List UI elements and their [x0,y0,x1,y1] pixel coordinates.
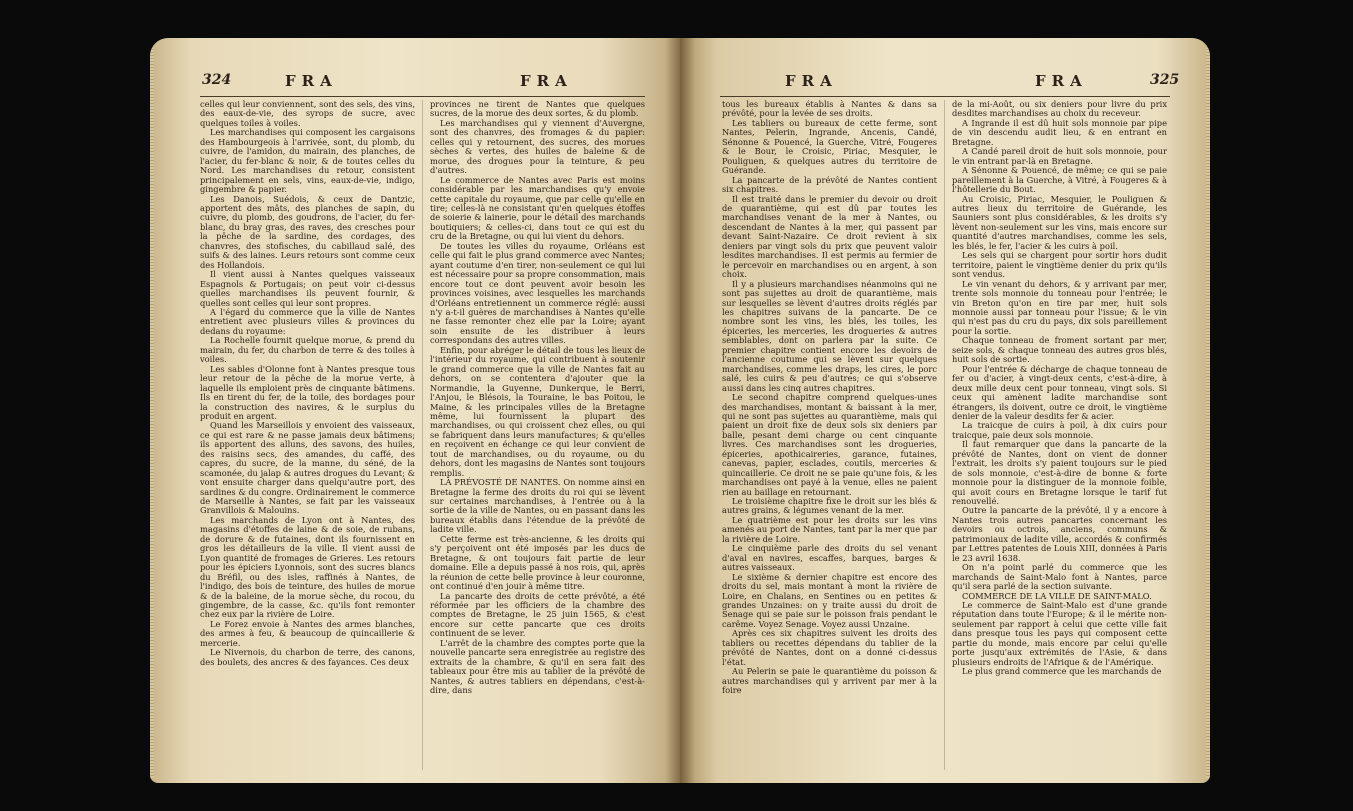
paragraph: Au Pelerin se paie le quarantième du poisson & autres marchandises qui y arrivent par mer à la foire [722,666,937,696]
left-page [150,38,680,783]
left-header-right: FRA [520,72,573,90]
left-header-rule [200,96,645,97]
right-column-2 [952,100,1167,677]
paragraph: Le Forez envoie à Nantes des armes blanches, des armes à feu, & beaucoup de quincaillerie & mercerie. [200,618,415,648]
paragraph: Le commerce de Nantes avec Paris est moins considérable par les marchandises qu'y envoie cette capitale du royaume, que par celle qu'elle en tire; celles-là ne consistant qu'en quelques étoffes de soierie & lainerie, pour le détail des marchands boutiquiers; & celles-ci, dans tout ce qui est du cru de la Bretagne, ou qui lui vient du dehors. [430,174,645,242]
paragraph: Cette ferme est très-ancienne, & les droits qui s'y perçoivent ont été imposés par les ducs de Bretagne, & ont toujours fait partie de leur domaine. Elle a depuis passé à nos rois, qui, après la réunion de cette belle province à leur couronne, ont continué d'en jouir à même titre. [430,533,645,592]
paragraph: Le troisième chapitre fixe le droit sur les blés & autres grains, & légumes venant de la mer. [722,496,937,516]
paragraph: Le sixième & dernier chapitre est encore des droits du sel, mais montant à mont la rivière de Loire, en Chalans, en Sentines ou en petites & grandes Unzaines: on y traite aussi du droit de Senage qui se paie sur le poisson frais pendant le carême. Voyez Senage. Voyez aussi Unzaine. [722,571,937,629]
paragraph: provinces ne tirent de Nantes que quelques sucres, de la morue des deux sortes, & du plomb. [430,99,645,119]
right-header-left: FRA [785,72,838,90]
paragraph: Pour l'entrée & décharge de chaque tonneau de fer ou d'acier, à vingt-deux cents, c'est-à-dire, à deux mille deux cent pour tonneau, vingt sols. Si ceux qui amènent ladite marchandise sont étrangers, ils doivent, outre ce droit, le vingtième denier de la valeur desdits fer & acier. [952,363,1167,421]
paragraph: tous les bureaux établis à Nantes & dans sa prévôté, pour la levée de ses droits. [722,99,937,119]
book-gutter [665,38,695,783]
paragraph: Au Croisic, Piriac, Mesquier, le Pouliguen & autres lieux du territoire de Guérande, les Sauniers sont plus considérables, & les droits s'y lèvent non-seulement sur les vins, mais encore sur quantité d'autres marchandises, comme les sels, les blés, le fer, l'acier & les cuirs à poil. [952,193,1167,251]
paragraph: Outre la pancarte de la prévôté, il y a encore à Nantes trois autres pancartes concernant les devoirs ou octrois, anciens, communs & patrimoniaux de ladite ville, accordés & confirmés par Lettres patentes de Louis XIII, données à Paris le 23 avril 1638. [952,505,1167,563]
paragraph: Le second chapitre comprend quelques-unes des marchandises, montant & baissant à la mer, qui ne sont pas sujettes au quarantième, mais qui paient un droit fixe de deux sols six deniers par balle, pesant demi charge ou cent cinquante livres. Ces marchandises sont les drogueries, épiceries, apothicaireries, garance, futaines, canevas, papier, esclades, coutils, merceries & quincaillerie. Ce droit ne se paie qu'une fois, & les marchandises ont payé à la venue, elles ne paient rien au baillage en retournant. [722,392,937,497]
paragraph: Les sables d'Olonne font à Nantes presque tous leur retour de la pêche de la morue verte, à laquelle ils emploient près de cinquante bâtimens. Ils en tirent du fer, de la toile, des bordages pour la construction des navires, & le surplus du produit en argent. [200,363,415,421]
paragraph: Les Danois, Suédois, & ceux de Dantzic, apportent des mâts, des planches de sapin, du cuivre, du plomb, des goudrons, de l'acier, du fer-blanc, du bray gras, des raves, des cresches pour la pêche de la sardine, des cordages, des chanvres, des stofisches, du cabillaud salé, des suifs & des laines. Leurs retours sont comme ceux des Hollandois. [200,193,415,270]
left-column-1 [200,100,415,667]
paragraph: Le Nivernois, du charbon de terre, des canons, des boulets, des ancres & des fayances. Ces deux [200,647,415,667]
right-header-right: FRA [1035,72,1088,90]
right-column-divider [944,100,945,770]
right-page [680,38,1210,783]
paragraph: COMMERCE DE LA VILLE DE SAINT-MALO. [962,590,1152,601]
paragraph: L'arrêt de la chambre des comptes porte que la nouvelle pancarte sera enregistrée au registre des extraits de la chambre, & qu'il en sera fait des tableaux pour être mis au tablier de la prévôté de Nantes, & autres tabliers en dépendans, c'est-à-dire, dans [430,637,645,696]
right-page-number: 325 [1150,72,1180,88]
paragraph: Le vin venant du dehors, & y arrivant par mer, trente sols monnoie du tonneau pour l'entrée; le vin Breton qu'on en tire par mer, huit sols monnoie aussi par tonneau pour l'issue; & le vin qui n'est pas du cru du pays, dix sols pareillement pour la sortie. [952,278,1167,336]
paragraph: Les marchands de Lyon ont à Nantes, des magasins d'étoffes de laine & de soie, de rubans, de dorure & de futaines, dont ils fournissent en gros les détailleurs de la ville. Il vient aussi de Lyon quantité de fromages de Grieres. Les retours pour les épiciers Lyonnois, sont des sucres blancs du Bréfil, ou des isles, raffinés à Nantes, de l'indigo, des bois de teinture, des huiles de morue & de la baleine, de la morue sèche, du rocou, du gingembre, de la casse, &c. qu'ils font remonter chez eux par la rivière de Loire. [200,514,415,620]
paragraph: Il y a plusieurs marchandises néanmoins qui ne sont pas sujettes au droit de quarantième, mais sur lesquelles se lèvent d'autres droits réglés par les chapitres suivans de la pancarte. De ce nombre sont les vins, les blés, les toiles, les épiceries, les merceries, les drogueries & autres semblables, dont on parlera par la suite. Ce premier chapitre contient encore les devoirs de l'ancienne coutume qui se lèvent sur quelques marchandises, comme les draps, les cires, le porc salé, les cuirs & peu d'autres; ce qui s'observe aussi dans les cinq autres chapitres. [722,278,937,393]
paragraph: LA PRÉVOSTÉ DE NANTES. On nomme ainsi en Bretagne la ferme des droits du roi qui se lèvent sur certaines marchandises, à l'entrée ou à la sortie de la ville de Nantes, ou en passant dans les bureaux établis dans l'étendue de la prévôté de ladite ville. [430,477,645,535]
paragraph: De toutes les villes du royaume, Orléans est celle qui fait le plus grand commerce avec Nantes; ayant coutume d'en tirer, non-seulement ce qui lui est nécessaire pour sa propre consommation, mais encore tout ce dont peuvent avoir besoin les provinces voisines, avec lesquelles les marchands d'Orléans entretiennent un commerce réglé: aussi n'y a-t-il guères de marchandises à Nantes qu'elle ne fasse remonter chez elle par la Loire; ayant soin ensuite de les distribuer à leurs correspondans des autres villes. [430,240,645,346]
paragraph: Le plus grand commerce que les marchands de [962,666,1162,677]
paragraph: Les marchandises qui composent les cargaisons des Hambourgeois à l'arrivée, sont, du plomb, du cuivre, de l'amidon, du mairain, des planches, de l'acier, du fer-blanc & noir, & de toutes celles du Nord. Les marchandises du retour, consistent principalement en sels, vins, eaux-de-vie, indigo, gingembre & papier. [200,127,415,195]
left-column-2 [430,100,645,696]
paragraph: On n'a point parlé du commerce que les marchands de Saint-Malo font à Nantes, parce qu'il sera parlé de la section suivante. [952,562,1167,592]
paragraph: Le commerce de Saint-Malo est d'une grande réputation dans toute l'Europe; & il le mérite non-seulement par rapport à celui que cette ville fait dans presque tous les pays qui composent cette partie du monde, mais encore par celui qu'elle porte jusqu'aux extrémités de l'Asie, & dans plusieurs endroits de l'Afrique & de l'Amérique. [952,600,1167,667]
paragraph: Le cinquième parle des droits du sel venant d'aval en navires, escaffes, barques, barges & autres vaisseaux. [722,543,937,573]
right-header-rule [720,96,1170,97]
paragraph: Il est traité dans le premier du devoir ou droit de quarantième, qui est dû par toutes les marchandises venant de la mer à Nantes, ou descendant de Nantes à la mer, qui passent par devant Saint-Nazaire. Ce droit revient à six deniers par vingt sols du prix que peuvent valoir lesdites marchandises. Il est permis au fermier de le percevoir en marchandises ou en argent, à son choix. [722,193,937,280]
paragraph: Après ces six chapitres suivent les droits des tabliers ou recettes dépendans du tablier de la prévôté de Nantes, dont on a donné ci-dessus l'état. [722,628,937,667]
right-column-1 [722,100,937,696]
left-page-edge [150,48,154,778]
open-book [150,38,1210,783]
left-header-left: FRA [285,72,338,90]
paragraph: celles qui leur conviennent, sont des sels, des vins, des eaux-de-vie, des syrops de sucre, avec quelques toiles à voiles. [200,99,415,128]
paragraph: Quand les Marseillois y envoient des vaisseaux, ce qui est rare & ne passe jamais deux bâtimens; ils apportent des alluns, des savons, des huiles, des raisins secs, des amandes, du caffé, des capres, du sucre, de la manne, du séné, de la scamonée, du jalap & autres drogues du Levant; & vont ensuite charger dans quelqu'autre port, des sardines & du congre. Ordinairement le commerce de Marseille à Nantes, se fait par les vaisseaux Granvillois & Malouins. [200,420,415,516]
paragraph: Les sels qui se chargent pour sortir hors dudit territoire, paient le vingtième denier du prix qu'ils sont vendus. [952,250,1167,280]
paragraph: de la mi-Août, ou six deniers pour livre du prix desdites marchandises au choix du receveur. [952,99,1167,119]
paragraph: La pancarte des droits de cette prévôté, a été réformée par les officiers de la chambre des comptes de Bretagne, le 25 juin 1565, & c'est encore sur cette pancarte que ces droits continuent de se lever. [430,590,645,639]
paragraph: La traicque de cuirs à poil, à dix cuirs pour traicque, paie deux sols monnoie. [952,420,1167,440]
right-page-edge [1206,48,1210,778]
left-page-number: 324 [202,72,232,88]
paragraph: Les tabliers ou bureaux de cette ferme, sont Nantes, Pelerin, Ingrande, Ancenis, Candé, Sénonne & Pouencé, la Guerche, Vitré, Fougeres & le Bour, le Croisic, Piriac, Mesquier, le Pouliguen, & quelques autres du territoire de Guérande. [722,117,937,176]
paragraph: Chaque tonneau de froment sortant par mer, seize sols, & chaque tonneau des autres gros blés, huit sols de sortie. [952,335,1167,365]
paragraph: Les marchandises qui y viennent d'Auvergne, sont des chanvres, des fromages & du papier: celles qui y retournent, des sucres, des morues sèches & vertes, des huiles de baleine & de morue, des drogues pour la teinture, & peu d'autres. [430,117,645,176]
paragraph: Le quatrième est pour les droits sur les vins amenés au port de Nantes, tant par la mer que par la rivière de Loire. [722,514,937,544]
paragraph: A Candé pareil droit de huit sols monnoie, pour le vin entrant par-là en Bretagne. [952,146,1167,166]
left-column-divider [422,100,423,770]
paragraph: A l'égard du commerce que la ville de Nantes entretient avec plusieurs villes & provinces du dedans du royaume: [200,306,415,336]
paragraph: La Rochelle fournit quelque morue, & prend du mairain, du fer, du charbon de terre & des toiles à voiles. [200,335,415,365]
paragraph: La pancarte de la prévôté de Nantes contient six chapitres. [722,174,937,195]
paragraph: Il vient aussi à Nantes quelques vaisseaux Espagnols & Portugais; on peut voir ci-dessus quelles marchandises ils peuvent fournir, & quelles sont celles qui leur sont propres. [200,269,415,308]
paragraph: A Sénonne & Pouencé, de même; ce qui se paie pareillement à la Guerche, à Vitré, à Fougeres & à l'hôtellerie du Bout. [952,165,1167,195]
paragraph: Il faut remarquer que dans la pancarte de la prévôté de Nantes, dont on vient de donner l'extrait, les droits s'y paient toujours sur le pied de sols monnoie, c'est-à-dire de bonne & forte monnoie pour la distinguer de la monnoie foible, qui avoit cours en Bretagne lorsque le tarif fut renouvellé. [952,439,1167,507]
paragraph: A Ingrande il est dû huit sols monnoie par pipe de vin descendu audit lieu, & en entrant en Bretagne. [952,117,1167,147]
paragraph: Enfin, pour abréger le détail de tous les lieux de l'intérieur du royaume, qui contribuent à soutenir le grand commerce que la ville de Nantes fait au dehors, on se contentera d'ajouter que la Normandie, la Guyenne, Dunkerque, le Berri, l'Anjou, le Blésois, la Touraine, le bas Poitou, le Maine, & les principales villes de la Bretagne même, lui fournissent la plupart des marchandises, ou qui croissent chez elles, ou qui se fabriquent dans leurs manufactures; & qu'elles en reçoivent en échange ce qui leur convient de tout de marchandises, ou du royaume, ou du dehors, dont les magasins de Nantes sont toujours remplis. [430,344,645,478]
